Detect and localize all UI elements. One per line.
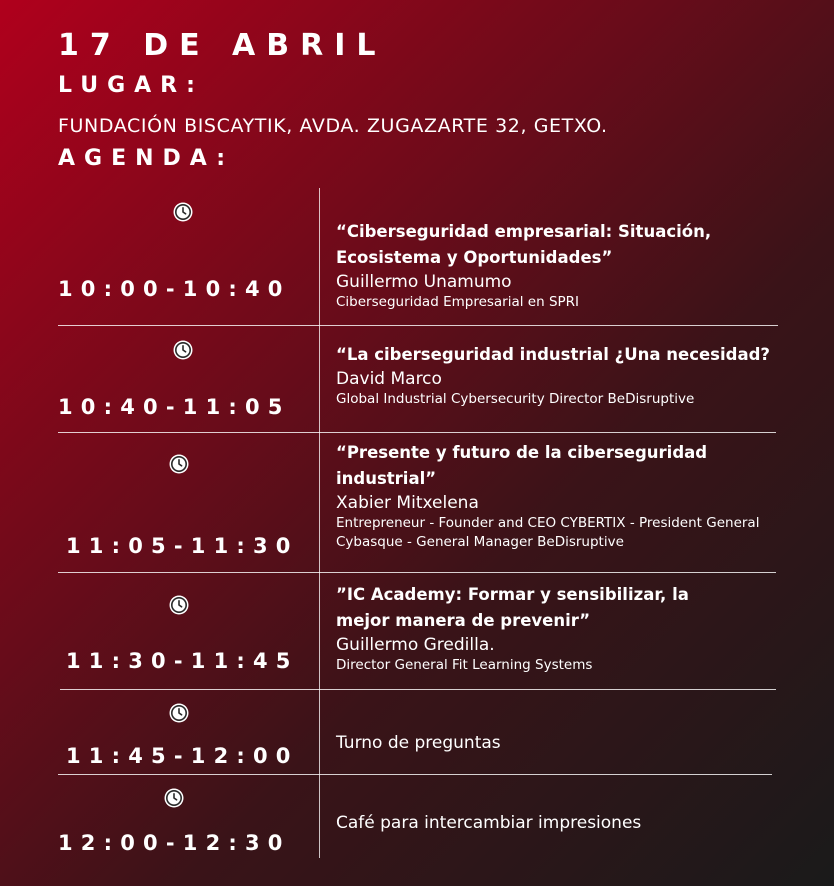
speaker-name: David Marco	[336, 369, 442, 389]
agenda-note: Café para intercambiar impresiones	[336, 813, 642, 833]
row-divider	[58, 432, 776, 433]
agenda-time: 10:00-10:40	[58, 277, 291, 301]
agenda-content	[336, 732, 791, 754]
agenda-content	[336, 219, 791, 312]
row-divider	[58, 774, 772, 775]
speaker-role: Ciberseguridad Empresarial en SPRI	[336, 294, 580, 310]
agenda-time: 11:45-12:00	[66, 744, 299, 768]
agenda-content	[336, 812, 791, 834]
agenda-note: Turno de preguntas	[336, 733, 501, 753]
agenda-content	[336, 342, 791, 409]
row-divider	[58, 572, 776, 573]
talk-title: ”IC Academy: Formar y sensibilizar, la mejor manera de prevenir”	[336, 585, 689, 630]
agenda-label: AGENDA:	[58, 146, 235, 171]
clock-icon	[168, 453, 190, 475]
talk-title: “La ciberseguridad industrial ¿Una necesidad?	[336, 345, 770, 364]
clock-icon	[168, 702, 190, 724]
speaker-role: Director General Fit Learning Systems	[336, 657, 593, 673]
clock-icon	[168, 594, 190, 616]
clock-icon	[172, 339, 194, 361]
agenda-content	[336, 582, 791, 675]
clock-icon	[172, 201, 194, 223]
speaker-name: Guillermo Gredilla.	[336, 635, 495, 655]
row-divider	[60, 689, 776, 690]
agenda-time: 10:40-11:05	[58, 395, 291, 419]
clock-icon	[163, 787, 185, 809]
agenda-time: 11:05-11:30	[66, 534, 299, 558]
event-date: 17 DE ABRIL	[58, 28, 387, 63]
speaker-role: Entrepreneur - Founder and CEO CYBERTIX - President General Cybasque - General Manager BeDisruptive	[336, 515, 760, 550]
speaker-role: Global Industrial Cybersecurity Director BeDisruptive	[336, 391, 695, 407]
lugar-label: LUGAR:	[58, 73, 204, 98]
agenda-time: 12:00-12:30	[58, 831, 291, 855]
talk-title: “Ciberseguridad empresarial: Situación, Ecosistema y Oportunidades”	[336, 222, 712, 267]
speaker-name: Xabier Mitxelena	[336, 493, 479, 513]
row-divider	[58, 325, 778, 326]
speaker-name: Guillermo Unamumo	[336, 272, 512, 292]
agenda-content	[336, 440, 796, 552]
talk-title: “Presente y futuro de la ciberseguridad industrial”	[336, 443, 708, 488]
event-address: FUNDACIÓN BISCAYTIK, AVDA. ZUGAZARTE 32, GETXO.	[58, 115, 608, 137]
agenda-time: 11:30-11:45	[66, 649, 299, 673]
agenda-column-divider	[319, 188, 320, 858]
